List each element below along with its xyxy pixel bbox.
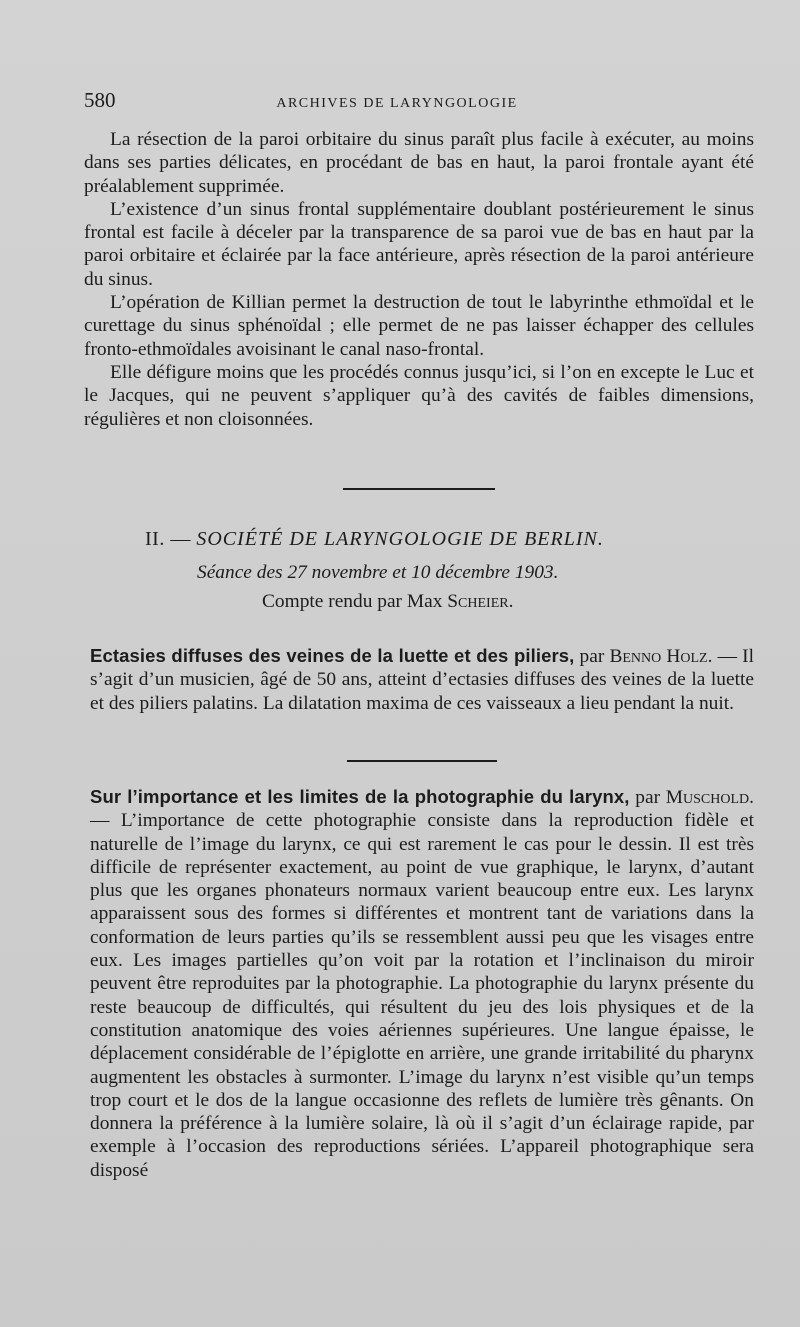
- opening-text: [84, 128, 754, 431]
- article-divider: [347, 760, 497, 762]
- section-heading: [145, 528, 604, 551]
- paragraph: L’existence d’un sinus frontal supplémentaire doublant postérieurement le sinus frontal est facile à déceler par la transparence de sa paroi vue de bas en haut par la paroi orbitaire et éclairée par la face antérieure, après résection de la paroi antérieure du sinus.: [84, 198, 754, 290]
- paragraph: La résection de la paroi orbitaire du sinus paraît plus facile à exécuter, au moins dans ses parties délicates, en procédant de bas en haut, la paroi frontale ayant été préalablement supprimée.: [84, 129, 754, 197]
- article-photographie: Sur l’importance et les limites de la photographie du larynx, par Muschold. — L’importance de cette photographie consiste dans la reproduction fidèle et naturelle de l’image du larynx, ce qui est rarement le cas pour le dessin. Il est très difficile de représenter exactement, au point de vue graphique, le larynx, d’autant plus que les organes phonateurs normaux varient beaucoup entre eux. Les larynx apparaissent sous des formes si différentes et montrent tant de variations dans la conformation de leurs parties qu’ils se ressemblent aussi peu que les visages entre eux. Les images partielles qu’on voit par la rotation et l’inclinaison du miroir peuvent être reproduites par la photographie. La photographie du larynx présente du reste beaucoup de difficultés, qui résultent du jeu des lois physiques et de la constitution anatomique des voies aériennes supérieures. Une langue épaisse, le déplacement considérable de l’épiglotte en arrière, une grande irritabilité du pharynx augmentent les obstacles à surmonter. L’image du larynx n’est visible qu’un temps trop court et le dos de la langue occasionne des reflets de lumière très gênants. On donnera la préférence à la lumière solaire, là où il s’agit d’un éclairage rapide, par exemple à l’occasion des reproductions sériées. L’appareil photographique sera disposé: [90, 786, 754, 1181]
- report-credit: Compte rendu par Max Scheier.: [262, 591, 514, 612]
- section-divider: [343, 488, 495, 490]
- article-author: Benno Holz.: [609, 646, 713, 667]
- article-text: — L’importance de cette photographie consiste dans la reproduction fidèle et naturelle de l’image du larynx, ce qui est rarement le cas pour le dessin. Il est très difficile de représenter exactement, au point de vue graphique, le larynx, d’autant plus que les organes phonateurs normaux varient beaucoup entre eux. Les larynx apparaissent sous des formes si différentes et montrent tant de variations dans la conformation de leurs parties qu’ils se ressemblent aussi peu que les visages entre eux. Les images partielles qu’on voit par la rotation et l’inclinaison du miroir peuvent être reproduites par la photographie. La photographie du larynx présente du reste beaucoup de difficultés, qui résultent du jeu des lois physiques et de la constitution anatomique des voies aériennes supérieures. Une langue épaisse, le déplacement considérable de l’épiglotte en arrière, une grande irritabilité du pharynx augmentent les obstacles à surmonter. L’image du larynx n’est visible qu’un temps trop court et le dos de la langue occasionne des reflets de lumière très gênants. On donnera la préférence à la lumière solaire, là où il s’agit d’un éclairage rapide, par exemple à l’occasion des reproductions sériées. L’appareil photographique sera disposé: [90, 810, 754, 1181]
- section-title: SOCIÉTÉ DE LARYNGOLOGIE DE BERLIN.: [196, 528, 604, 550]
- article-title: Ectasies diffuses des veines de la luette et des piliers,: [90, 645, 575, 666]
- article-author: Muschold.: [665, 787, 754, 808]
- running-head: ARCHIVES DE LARYNGOLOGIE: [276, 96, 518, 111]
- paragraph: L’opération de Killian permet la destruction de tout le labyrinthe ethmoïdal et le curettage du sinus sphénoïdal ; elle permet de ne pas laisser échapper des cellules fronto-ethmoïdales avoisinant le canal naso-frontal.: [84, 292, 754, 360]
- article-ectasies: Ectasies diffuses des veines de la luette et des piliers, par Benno Holz. — Il s’agit d’un musicien, âgé de 50 ans, atteint d’ectasies diffuses des veines de la luette et des piliers palatins. La dilatation maxima de ces vaisseaux a lieu pendant la nuit.: [90, 645, 754, 714]
- paragraph: Elle défigure moins que les procédés connus jusqu’ici, si l’on en excepte le Luc et le Jacques, qui ne peuvent s’appliquer qu’à des cavités de faibles dimensions, régulières et non cloisonnées.: [84, 361, 754, 430]
- article-title: Sur l’importance et les limites de la photographie du larynx,: [90, 786, 630, 807]
- page-number: 580: [84, 88, 116, 112]
- report-author: Scheier.: [447, 591, 514, 612]
- section-number: II. —: [145, 528, 191, 550]
- page-header: [84, 88, 710, 113]
- article-text: — Il s’agit d’un musicien, âgé de 50 ans, atteint d’ectasies diffuses des veines de la luette et des piliers palatins. La dilatation maxima de ces vaisseaux a lieu pendant la nuit.: [90, 646, 754, 714]
- session-date: Séance des 27 novembre et 10 décembre 1903.: [197, 562, 559, 583]
